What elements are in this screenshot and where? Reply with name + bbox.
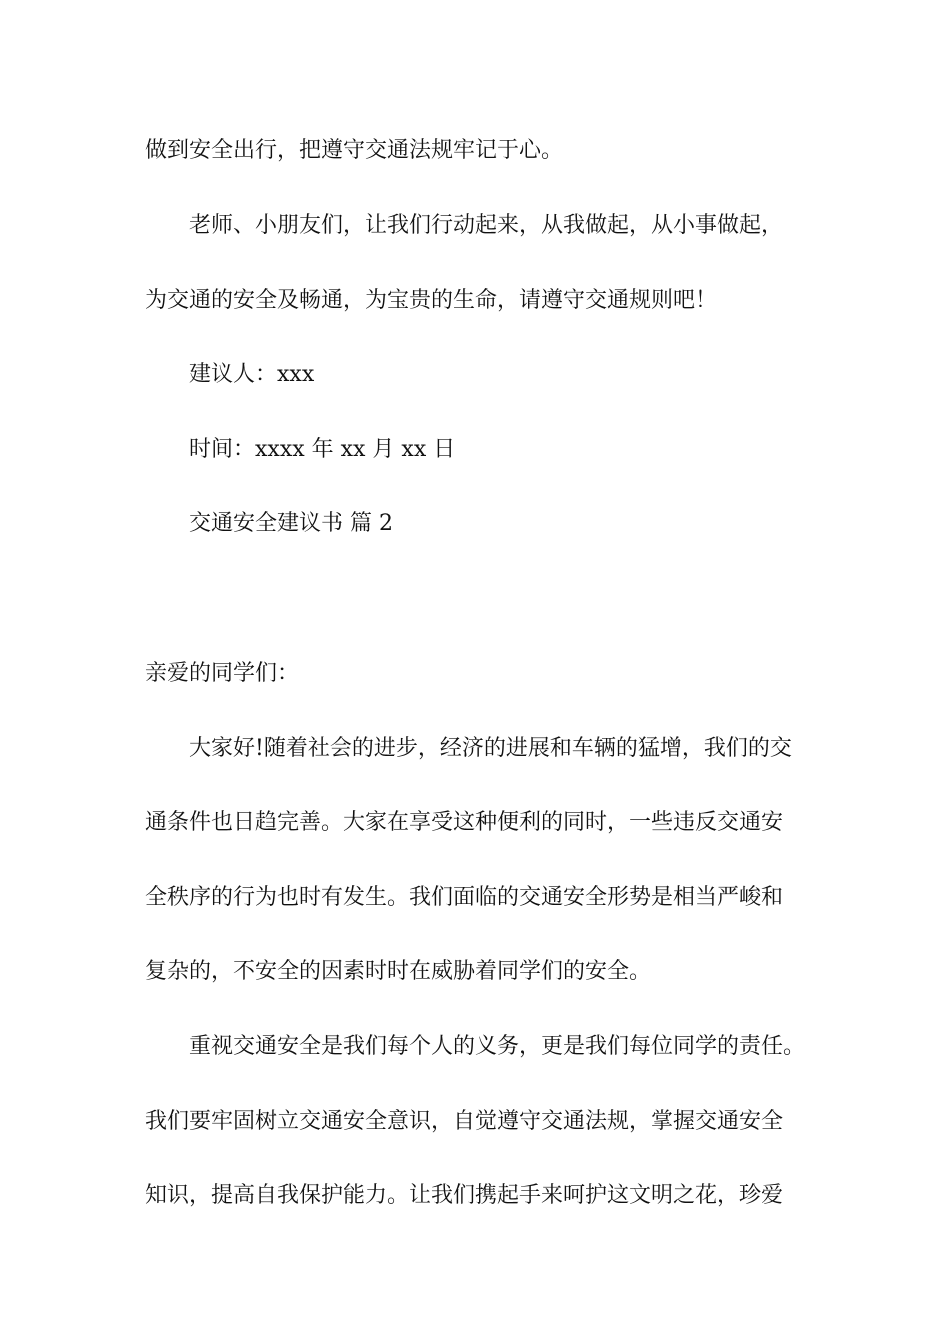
text-line: 复杂的，不安全的因素时时在威胁着同学们的安全。 <box>145 959 652 984</box>
text-line: 老师、小朋友们，让我们行动起来，从我做起，从小事做起， <box>189 213 784 238</box>
text-line: 知识，提高自我保护能力。让我们携起手来呵护这文明之花，珍爱 <box>145 1183 784 1208</box>
text-line: 大家好!随着社会的进步，经济的进展和车辆的猛增，我们的交 <box>189 736 792 761</box>
text-line: 我们要牢固树立交通安全意识，自觉遵守交通法规，掌握交通安全 <box>145 1109 784 1134</box>
text-line: 通条件也日趋完善。大家在享受这种便利的同时，一些违反交通安 <box>145 810 784 835</box>
text-line: 做到安全出行，把遵守交通法规牢记于心。 <box>145 138 564 163</box>
salutation: 亲爱的同学们： <box>145 661 300 686</box>
text-line: 全秩序的行为也时有发生。我们面临的交通安全形势是相当严峻和 <box>145 885 784 910</box>
text-line: 为交通的安全及畅通，为宝贵的生命，请遵守交通规则吧！ <box>145 288 718 313</box>
text-line: 重视交通安全是我们每个人的义务，更是我们每位同学的责任。 <box>189 1034 806 1059</box>
section-title: 交通安全建议书 篇 2 <box>189 511 393 536</box>
signer-line: 建议人：xxx <box>189 362 315 387</box>
date-line: 时间：xxxx 年 xx 月 xx 日 <box>189 437 456 462</box>
